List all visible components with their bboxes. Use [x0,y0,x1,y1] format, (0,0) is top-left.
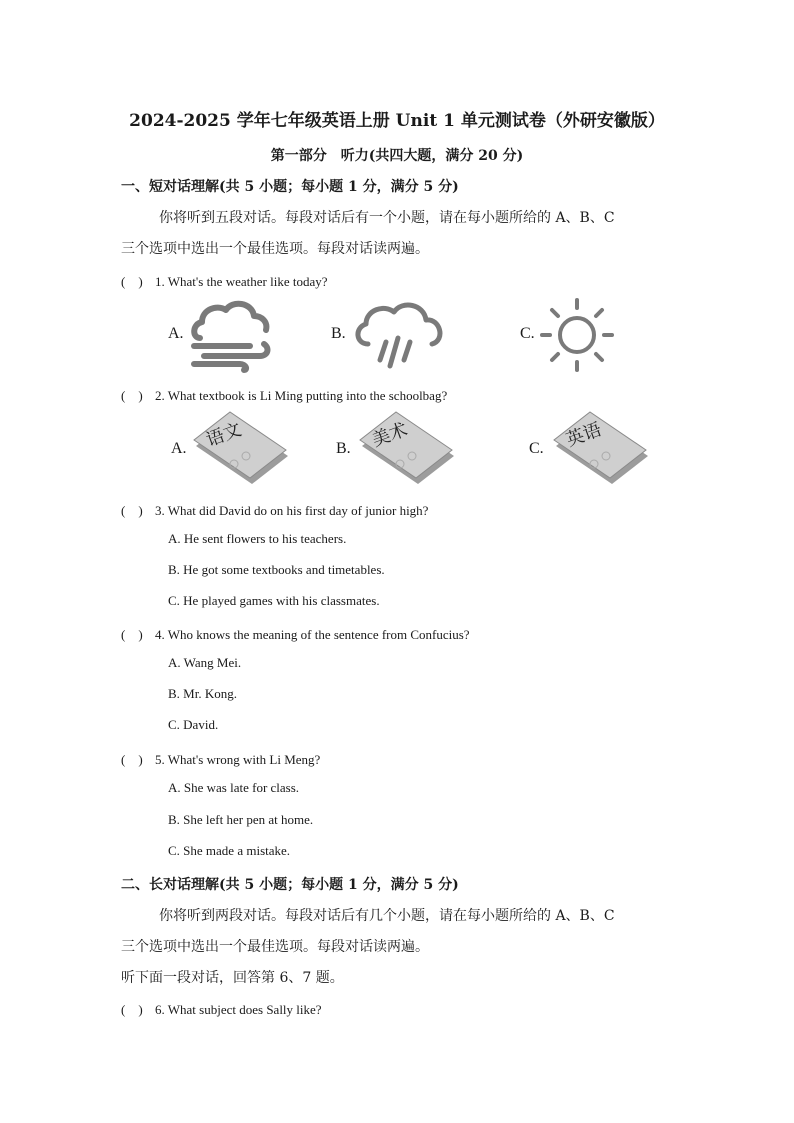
question-text: 1. What's the weather like today? [155,274,328,289]
book-label: 英语 [563,419,605,452]
page-title: 2024-2025 学年七年级英语上册 Unit 1 单元测试卷（外研安徽版） [129,111,665,131]
sun-icon [540,298,614,372]
question-5 [121,749,320,768]
answer-blank[interactable]: ( ) [121,752,143,767]
option-a: A. He sent flowers to his teachers. [168,531,347,546]
option-a: A. Wang Mei. [168,655,242,670]
question-1 [121,271,328,290]
chinese-textbook-icon [190,410,290,486]
answer-blank[interactable]: ( ) [121,627,143,642]
question-text: 2. What textbook is Li Ming putting into the schoolbag? [155,388,448,403]
english-textbook-icon [550,410,650,486]
option-c: C. She made a mistake. [168,843,291,858]
section2-instruction-cont: 三个选项中选出一个最佳选项。每段对话读两遍。 [121,939,429,955]
art-textbook-icon [356,410,456,486]
option-c-label: C. [520,325,535,342]
question-6 [121,999,322,1018]
option-c: C. David. [168,717,219,732]
option-c-label: C. [529,440,544,457]
book-label: 美术 [369,419,411,452]
section1-instruction: 你将听到五段对话。每段对话后有一个小题，请在每小题所给的 A、B、C [159,210,615,226]
answer-blank[interactable]: ( ) [121,503,143,518]
option-b-label: B. [331,325,346,342]
part-heading: 第一部分 听力(共四大题，满分 20 分) [270,148,524,164]
option-b: B. Mr. Kong. [168,686,237,701]
windy-cloud-icon [190,300,280,370]
question-2 [121,385,447,404]
section2-instruction: 你将听到两段对话。每段对话后有几个小题，请在每小题所给的 A、B、C [159,908,615,924]
question-3 [121,500,428,519]
question-text: 6. What subject does Sally like? [155,1002,322,1017]
question-text: 3. What did David do on his first day of junior high? [155,503,429,518]
option-b: B. He got some textbooks and timetables. [168,562,385,577]
section2-sub-instruction: 听下面一段对话，回答第 6、7 题。 [121,970,344,986]
option-b-label: B. [336,440,351,457]
option-b: B. She left her pen at home. [168,812,314,827]
section2-heading: 二、长对话理解(共 5 小题；每小题 1 分，满分 5 分) [121,877,459,893]
question-text: 5. What's wrong with Li Meng? [155,752,321,767]
answer-blank[interactable]: ( ) [121,388,143,403]
option-a-label: A. [168,325,184,342]
section1-heading: 一、短对话理解(共 5 小题；每小题 1 分，满分 5 分) [121,179,459,195]
answer-blank[interactable]: ( ) [121,274,143,289]
option-c: C. He played games with his classmates. [168,593,380,608]
option-a: A. She was late for class. [168,780,300,795]
answer-blank[interactable]: ( ) [121,1002,143,1017]
option-a-label: A. [171,440,187,457]
question-4 [121,624,470,643]
question-text: 4. Who knows the meaning of the sentence from Confucius? [155,627,470,642]
section1-instruction-cont: 三个选项中选出一个最佳选项。每段对话读两遍。 [121,241,429,257]
book-label: 语文 [203,419,245,452]
rain-cloud-icon [354,302,446,368]
